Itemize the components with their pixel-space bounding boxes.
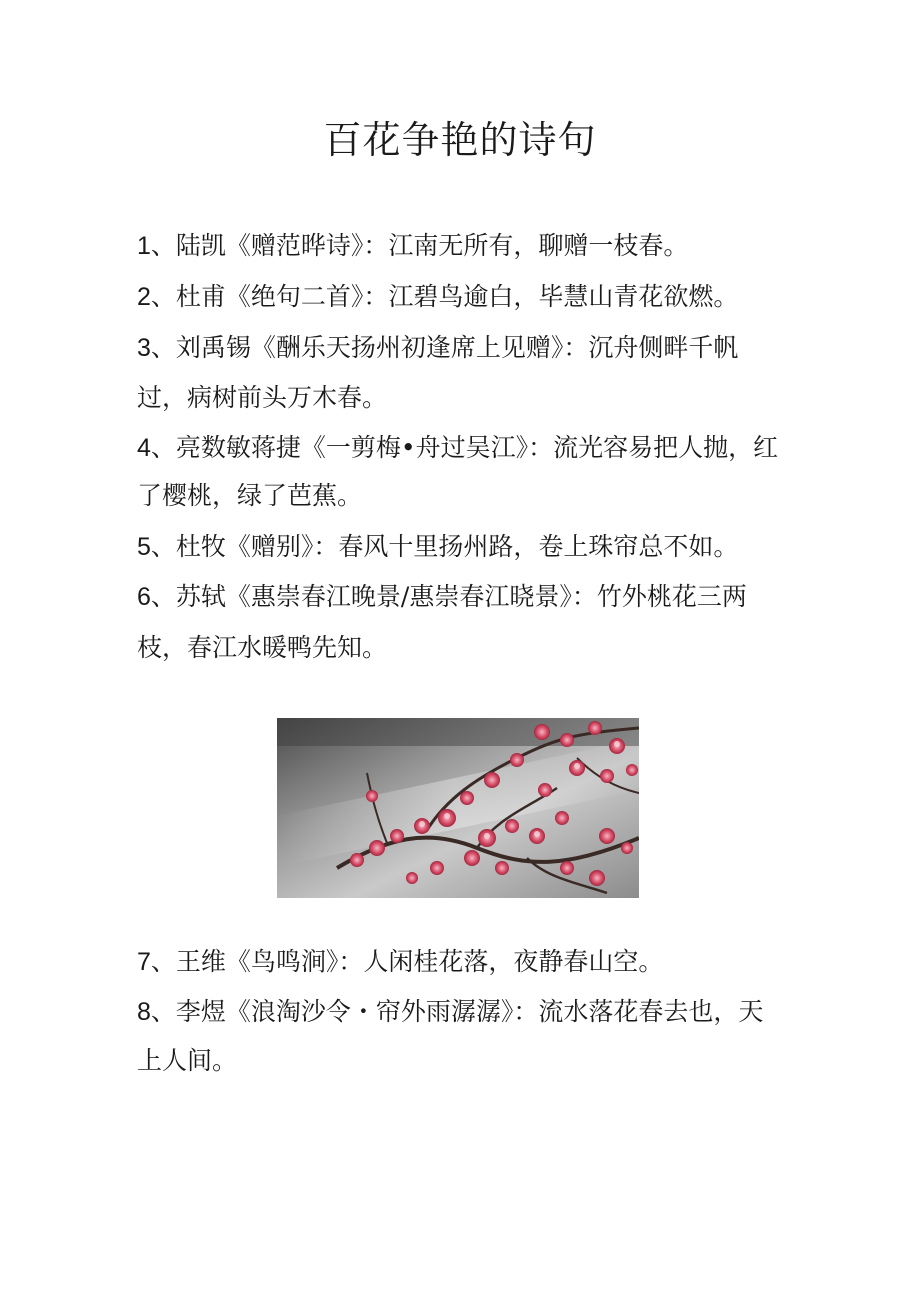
poem-text: 亮数敏蒋捷《一剪梅•舟过吴江》：流光容易把人抛，红 [175,433,779,462]
poem-text: 刘禹锡《酬乐天扬州初逢席上见赠》：沉舟侧畔千帆 [175,333,739,362]
poem-line-4 [137,431,778,465]
poem-number: 3、 [137,334,176,362]
poem-number: 4、 [137,434,176,462]
poem-line-6 [137,580,747,614]
poem-number: 5、 [137,533,176,561]
poem-line-8-continuation: 上人间。 [137,1046,238,1075]
poem-line-1 [137,229,688,263]
poem-line-5 [137,530,738,564]
poem-number: 1、 [137,232,176,260]
poem-text: 杜甫《绝句二首》：江碧鸟逾白，毕慧山青花欲燃。 [175,282,739,311]
poem-number: 2、 [137,283,176,311]
poem-line-6-continuation: 枝，春江水暖鸭先知。 [137,633,388,662]
poem-text: 王维《鸟鸣涧》：人闲桂花落，夜静春山空。 [175,947,664,976]
plum-blossom-image [277,718,639,898]
poem-line-4-continuation: 了樱桃，绿了芭蕉。 [137,481,363,510]
poem-line-2 [137,280,738,314]
poem-line-3-continuation: 过，病树前头万木春。 [137,383,388,412]
poem-line-3 [137,331,738,365]
page-title: 百花争艳的诗句 [323,118,597,162]
poem-text: 陆凯《赠范晔诗》：江南无所有，聊赠一枝春。 [175,231,689,260]
poem-number: 7、 [137,948,176,976]
poem-text: 杜牧《赠别》：春风十里扬州路，卷上珠帘总不如。 [175,532,739,561]
poem-line-7 [137,945,663,979]
poem-number: 8、 [137,998,176,1026]
poem-text: 李煜《浪淘沙令・帘外雨潺潺》：流水落花春去也，天 [175,997,764,1026]
poem-text: 苏轼《惠崇春江晚景/惠崇春江晓景》：竹外桃花三两 [175,582,747,611]
poem-line-8 [137,995,763,1029]
poem-number: 6、 [137,583,176,611]
